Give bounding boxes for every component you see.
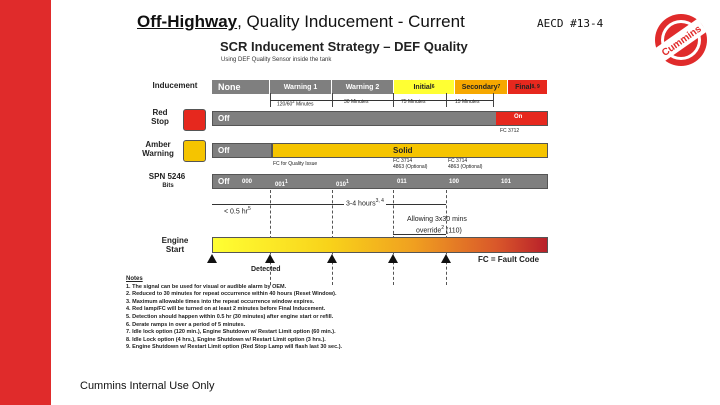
note-item: 6. Derate ramps in over a period of 5 minutes. [126, 321, 246, 328]
slide-title [137, 12, 465, 32]
note-item: 4. Red lamp/FC will be turned on at least 2 minutes before Final Inducement. [126, 306, 326, 313]
figure-subtitle: Using DEF Quality Sensor inside the tank [221, 57, 332, 63]
duration-initial: 75 Minutes [401, 99, 426, 105]
fc-3712-label: FC 3712 [500, 128, 520, 134]
override-text: override$^2$ (110) [416, 225, 462, 235]
fc-quality-label: FC for Quality Issue [273, 161, 318, 167]
duration-secondary: 15 Minutes [455, 99, 480, 105]
fc-3714-b: FC 3714 4863 (Optional) [448, 158, 483, 170]
amber-warning-lamp-icon [183, 140, 206, 162]
engine-start-marker-icon [441, 254, 451, 263]
engine-start-marker-icon [388, 254, 398, 263]
half-hour-arrow [212, 204, 270, 205]
engine-start-marker-icon [327, 254, 337, 263]
inducement-segment-warning-2 [332, 80, 394, 94]
note-item: 8. Idle Lock option (4 hrs.), Engine Shutdown w/ Restart Limit option (3 hrs.). [126, 336, 326, 343]
amber-warning-label: Amber Warning [142, 140, 174, 158]
spn-bit-010: $010^1$ [336, 179, 349, 188]
red-stop-on: On [514, 114, 523, 120]
inducement-footnote-ref: 6 [431, 84, 435, 90]
engine-start-label: Engine Start [161, 236, 189, 254]
amber-solid: Solid [393, 146, 413, 155]
red-stop-on-segment [496, 111, 548, 126]
duration-tick [493, 93, 494, 107]
inducement-footnote-ref: 8, 9 [531, 84, 540, 90]
amber-solid-bar [272, 143, 548, 158]
inducement-footnote-ref: 7 [497, 84, 501, 90]
note-item: 7. Idle lock option (120 min.), Engine Shutdown w/ Restart Limit option (60 min.). [126, 329, 336, 336]
inducement-segment-warning-1 [270, 80, 332, 94]
notes-list [126, 284, 342, 352]
red-stop-lamp-icon [183, 109, 206, 131]
spn-bits-bar [212, 174, 548, 189]
engine-start-marker-icon [265, 254, 275, 263]
duration-warning1: $120/60^2$ Minutes [277, 99, 314, 108]
spn-bit-001: $001^1$ [275, 179, 288, 188]
amber-off-bar [212, 143, 272, 158]
inducement-segment-secondary [455, 80, 508, 94]
inducement-label: Inducement [152, 81, 198, 90]
duration-warning2: 30 Minutes [344, 99, 369, 105]
engine-start-marker-icon [207, 254, 217, 263]
spn-bit-000: 000 [242, 179, 253, 185]
document-id: AECD #13-4 [537, 17, 604, 30]
inducement-segment-label: Warning 1 [283, 83, 318, 91]
inducement-segment-label: Warning 2 [345, 83, 380, 91]
inducement-segment-label: None [218, 82, 241, 92]
note-item: 9. Engine Shutdown w/ Restart Limit option (Red Stop Lamp will flash last 30 sec.). [126, 344, 343, 351]
engine-start-gradient-bar [212, 237, 548, 253]
inducement-segment-none [212, 80, 270, 94]
left-accent-bar [0, 0, 51, 405]
note-item: 3. Maximum allowable times into the repeat occurrence window expires. [126, 298, 315, 305]
fc-legend: FC = Fault Code [478, 255, 540, 264]
spn-off: Off [218, 177, 230, 186]
three-four-hours: 3-4 hours$^{3, 4}$ [346, 198, 384, 208]
footer-text: Cummins Internal Use Only [80, 380, 215, 392]
spn-bit-100: 100 [449, 179, 460, 185]
notes-heading: Notes [126, 276, 143, 282]
inducement-segment-initial [394, 80, 455, 94]
lt-half-hour: < 0.5 $hr^5$ [224, 206, 251, 216]
slide-title-rest: , Quality Inducement - Current [237, 12, 465, 31]
inducement-segment-label: Secondary [461, 83, 498, 91]
note-item: 5. Detection should happen within 0.5 hr (30 minutes) after engine start or refill. [126, 313, 334, 320]
inducement-segment-final [508, 80, 548, 94]
spn-bits-label: Bits [162, 183, 174, 189]
note-item: 1. The signal can be used for visual or audible alarm by OEM. [126, 283, 287, 290]
svg-text:Cummins: Cummins [660, 23, 704, 59]
override-arrow [393, 234, 446, 235]
spn-bit-101: 101 [501, 179, 512, 185]
spn-bit-011: 011 [397, 179, 407, 185]
inducement-segment-label: Final [515, 83, 532, 91]
note-item: 2. Reduced to 30 minutes for repeat occurrence within 40 hours (Reset Window). [126, 291, 337, 298]
slide-title-underlined: Off-Highway [137, 12, 238, 31]
inducement-segment-label: Initial [413, 83, 432, 91]
spn-label: SPN 5246 [148, 172, 186, 181]
amber-off: Off [218, 146, 230, 155]
figure-title: SCR Inducement Strategy – DEF Quality [220, 39, 468, 54]
detected-label: Detected [251, 266, 281, 273]
red-stop-label: Red Stop [151, 108, 169, 126]
red-stop-off: Off [218, 114, 230, 123]
cummins-logo-icon [651, 12, 707, 68]
fc-3714-a: FC 3714 4863 (Optional) [393, 158, 428, 170]
allowing-override: Allowing 3x30 mins [407, 216, 467, 223]
notes-block [126, 276, 342, 352]
